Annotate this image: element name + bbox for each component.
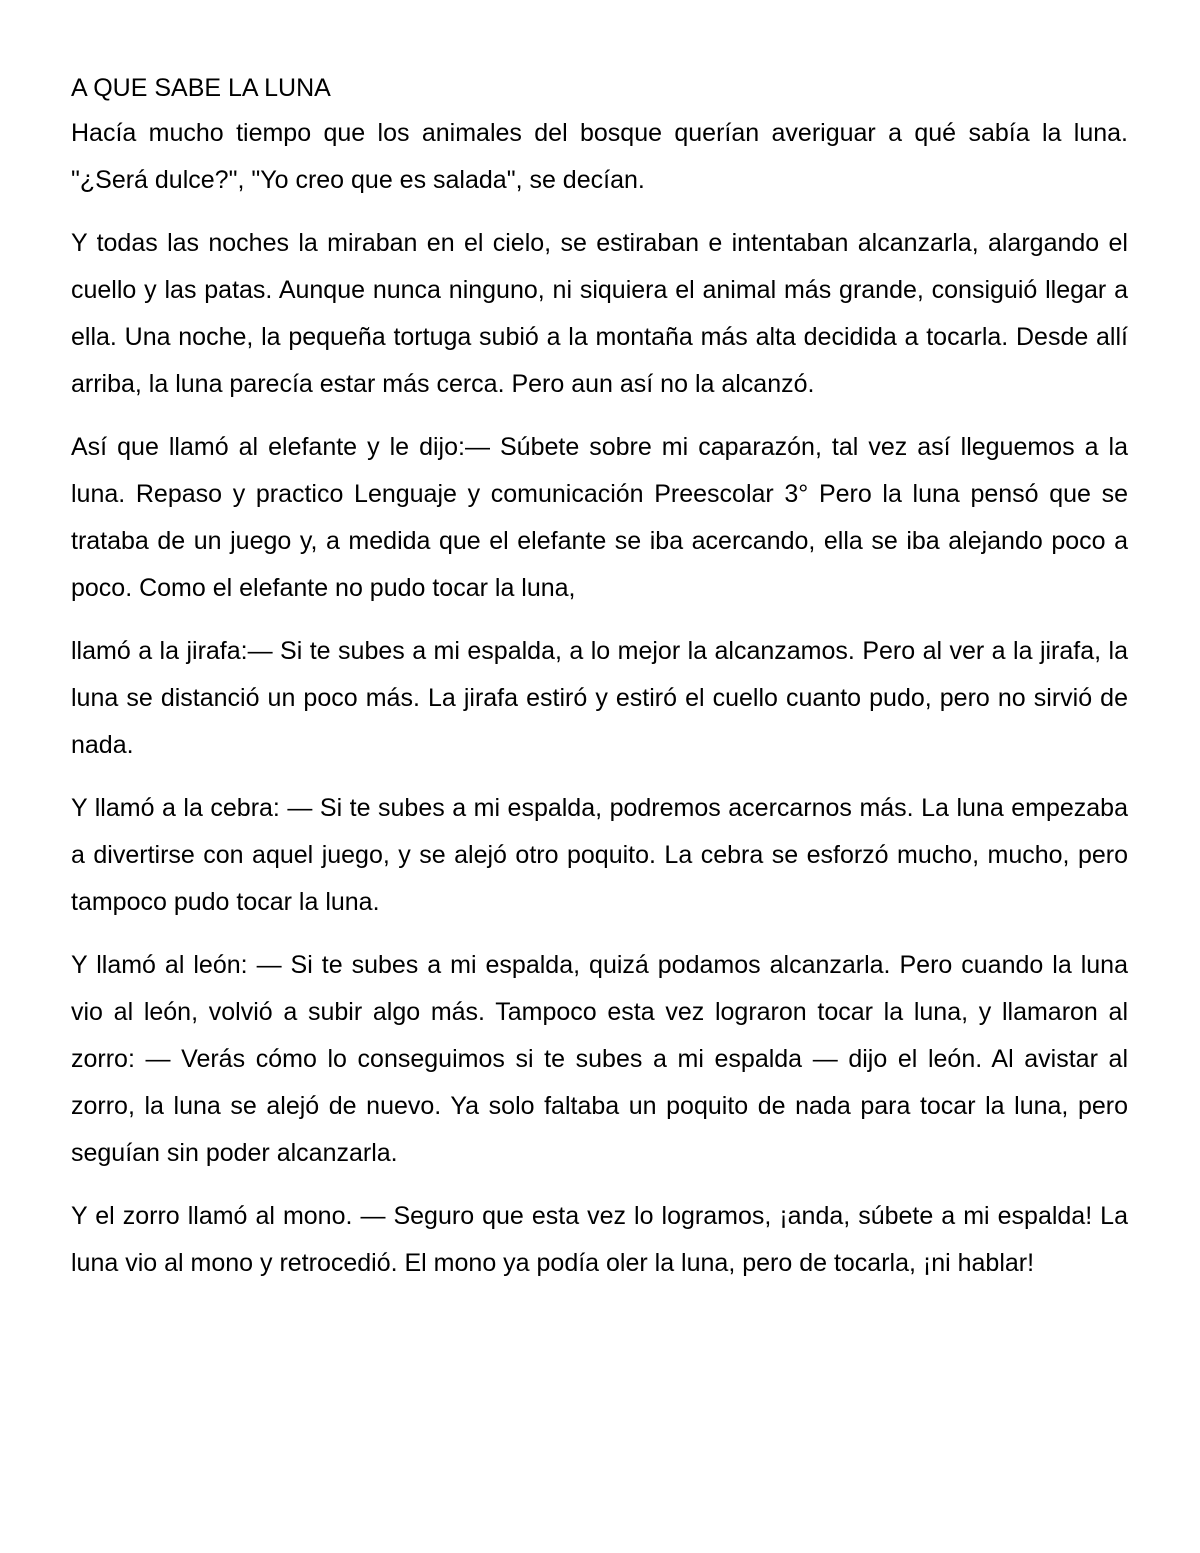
document-title: A QUE SABE LA LUNA xyxy=(71,74,331,102)
paragraph: Y llamó a la cebra: — Si te subes a mi espalda, podremos acercarnos más. La luna empezaba a divertirse con aquel juego, y se alejó otro poquito. La cebra se esforzó mucho, mucho, pero tampoco pudo tocar la luna. xyxy=(71,794,1128,916)
paragraph: Hacía mucho tiempo que los animales del bosque querían averiguar a qué sabía la luna. "¿Será dulce?", "Yo creo que es salada", se decían. xyxy=(71,119,1128,194)
paragraph: Así que llamó al elefante y le dijo:— Súbete sobre mi caparazón, tal vez así lleguemos a la luna. Repaso y practico Lenguaje y comunicación Preescolar 3° Pero la luna pensó que se trataba de un juego y, a medida que el elefante se iba acercando, ella se iba alejando poco a poco. Como el elefante no pudo tocar la luna, xyxy=(71,433,1128,602)
paragraph: Y todas las noches la miraban en el cielo, se estiraban e intentaban alcanzarla, alargando el cuello y las patas. Aunque nunca ninguno, ni siquiera el animal más grande, consiguió llegar a ella. Una noche, la pequeña tortuga subió a la montaña más alta decidida a tocarla. Desde allí arriba, la luna parecía estar más cerca. Pero aun así no la alcanzó. xyxy=(71,229,1128,398)
document-page xyxy=(71,70,1128,1303)
paragraph: Y el zorro llamó al mono. — Seguro que esta vez lo logramos, ¡anda, súbete a mi espalda! La luna vio al mono y retrocedió. El mono ya podía oler la luna, pero de tocarla, ¡ni hablar! xyxy=(71,1202,1128,1277)
paragraph: Y llamó al león: — Si te subes a mi espalda, quizá podamos alcanzarla. Pero cuando la luna vio al león, volvió a subir algo más. Tampoco esta vez lograron tocar la luna, y llamaron al zorro: — Verás cómo lo conseguimos si te subes a mi espalda — dijo el león. Al avistar al zorro, la luna se alejó de nuevo. Ya solo faltaba un poquito de nada para tocar la luna, pero seguían sin poder alcanzarla. xyxy=(71,951,1128,1167)
paragraph: llamó a la jirafa:— Si te subes a mi espalda, a lo mejor la alcanzamos. Pero al ver a la jirafa, la luna se distanció un poco más. La jirafa estiró y estiró el cuello cuanto pudo, pero no sirvió de nada. xyxy=(71,637,1128,759)
